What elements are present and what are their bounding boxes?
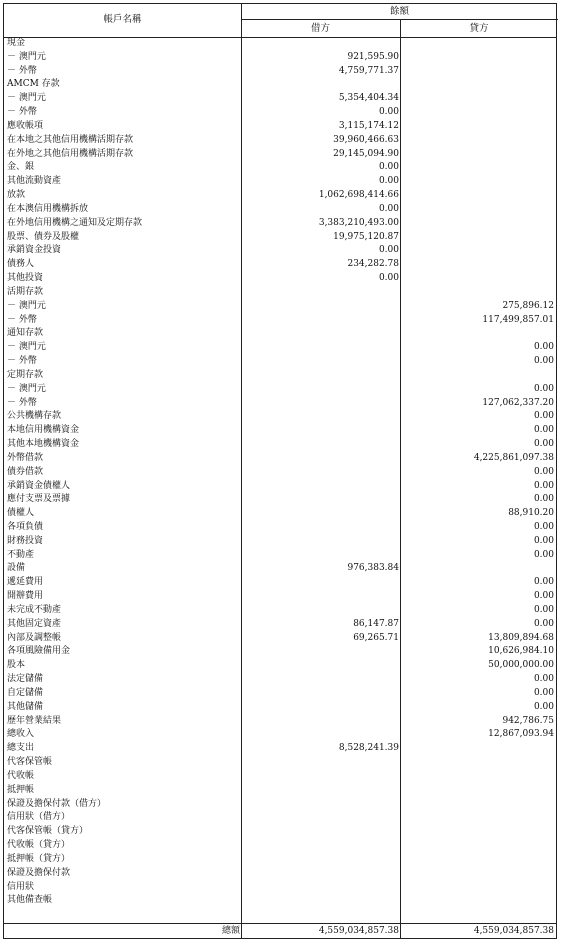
table-row bbox=[4, 92, 556, 106]
table-row bbox=[4, 438, 556, 452]
table-row bbox=[4, 355, 556, 369]
credit-amount: 0.00 bbox=[533, 535, 554, 546]
account-name: 未完成不動產 bbox=[7, 604, 62, 615]
table-row bbox=[4, 106, 556, 120]
table-row bbox=[4, 327, 556, 341]
credit-amount: 127,062,337.20 bbox=[482, 397, 554, 408]
table-row bbox=[4, 590, 556, 604]
credit-amount: 0.00 bbox=[533, 356, 554, 367]
table-row bbox=[4, 314, 556, 328]
table-row bbox=[4, 715, 556, 729]
account-name: 保證及擔保付款（借方） bbox=[7, 798, 107, 809]
table-row bbox=[4, 161, 556, 175]
table-row bbox=[4, 383, 556, 397]
table-row bbox=[4, 217, 556, 231]
account-name: － 澳門元 bbox=[7, 51, 46, 62]
account-name: 放款 bbox=[7, 190, 26, 201]
account-name: － 澳門元 bbox=[7, 383, 46, 394]
credit-amount: 50,000,000.00 bbox=[488, 660, 554, 671]
credit-amount: 0.00 bbox=[533, 439, 554, 450]
table-row bbox=[4, 535, 556, 549]
table-row bbox=[4, 272, 556, 286]
table-row bbox=[4, 728, 556, 742]
account-name: 定期存款 bbox=[7, 369, 44, 380]
credit-amount: 0.00 bbox=[533, 604, 554, 615]
table-row bbox=[4, 244, 556, 258]
table-row bbox=[4, 65, 556, 79]
table-row bbox=[4, 341, 556, 355]
credit-amount: 0.00 bbox=[533, 480, 554, 491]
debit-amount: 8,528,241.39 bbox=[338, 743, 399, 754]
credit-amount: 13,809,894.68 bbox=[488, 632, 554, 643]
account-name: 不動產 bbox=[7, 549, 35, 560]
credit-amount: 0.00 bbox=[533, 674, 554, 685]
account-name: 股本 bbox=[7, 660, 26, 671]
account-name: 其他流動資產 bbox=[7, 176, 62, 187]
credit-amount: 117,499,857.01 bbox=[482, 314, 554, 325]
debit-amount: 3,115,174.12 bbox=[338, 120, 399, 131]
debit-amount: 0.00 bbox=[378, 203, 399, 214]
table-row bbox=[4, 839, 556, 853]
credit-amount: 0.00 bbox=[533, 549, 554, 560]
account-name: － 澳門元 bbox=[7, 300, 46, 311]
account-name: 內部及調整帳 bbox=[7, 632, 62, 643]
total-label: 總額 bbox=[221, 926, 240, 936]
account-name: 抵押帳（貸方） bbox=[7, 853, 71, 864]
account-name: 應付支票及票據 bbox=[7, 494, 71, 505]
credit-amount: 0.00 bbox=[533, 591, 554, 602]
credit-amount: 0.00 bbox=[533, 577, 554, 588]
header-subrow bbox=[241, 19, 558, 38]
account-name: 債券借款 bbox=[7, 466, 44, 477]
table-row bbox=[4, 853, 556, 867]
table-row bbox=[4, 604, 556, 618]
table-row bbox=[4, 867, 556, 881]
account-name: 自定儲備 bbox=[7, 687, 44, 698]
debit-header: 借方 bbox=[310, 23, 330, 34]
account-name: 財務投資 bbox=[7, 535, 44, 546]
account-name: 總收入 bbox=[7, 729, 35, 740]
account-name: 在外地之其他信用機構活期存款 bbox=[7, 148, 134, 159]
credit-amount: 0.00 bbox=[533, 687, 554, 698]
account-name: － 外幣 bbox=[7, 107, 37, 118]
table-row bbox=[4, 742, 556, 756]
balance-sheet-table bbox=[3, 3, 557, 939]
table-row bbox=[4, 881, 556, 895]
table-row bbox=[4, 701, 556, 715]
account-name: 通知存款 bbox=[7, 328, 44, 339]
account-name: 其他固定資產 bbox=[7, 618, 62, 629]
credit-amount: 275,896.12 bbox=[502, 300, 554, 311]
table-row bbox=[4, 673, 556, 687]
account-name: 其他投資 bbox=[7, 273, 44, 284]
table-row bbox=[4, 562, 556, 576]
table-row bbox=[4, 825, 556, 839]
table-row bbox=[4, 549, 556, 563]
table-row bbox=[4, 189, 556, 203]
credit-amount: 0.00 bbox=[533, 701, 554, 712]
credit-amount: 0.00 bbox=[533, 342, 554, 353]
debit-amount: 234,282.78 bbox=[347, 259, 399, 270]
account-name: 抵押帳 bbox=[7, 784, 35, 795]
account-name: 承銷資金投資 bbox=[7, 245, 62, 256]
account-name: 其他本地機構資金 bbox=[7, 439, 80, 450]
account-name: 設備 bbox=[7, 563, 26, 574]
debit-amount: 0.00 bbox=[378, 245, 399, 256]
account-name: 在本地之其他信用機構活期存款 bbox=[7, 134, 134, 145]
table-header bbox=[4, 4, 556, 38]
table-row bbox=[4, 632, 556, 646]
account-name: 代收帳（貸方） bbox=[7, 840, 71, 851]
table-row bbox=[4, 645, 556, 659]
credit-amount: 942,786.75 bbox=[502, 715, 554, 726]
debit-amount: 1,062,698,414.66 bbox=[318, 190, 399, 201]
debit-amount: 921,595.90 bbox=[347, 51, 399, 62]
table-row bbox=[4, 397, 556, 411]
table-row bbox=[4, 770, 556, 784]
debit-total: 4,559,034,857.38 bbox=[318, 926, 399, 936]
account-name: 股票、債券及股權 bbox=[7, 231, 80, 242]
credit-amount: 0.00 bbox=[533, 425, 554, 436]
account-name: 歷年營業結果 bbox=[7, 715, 62, 726]
account-name: 活期存款 bbox=[7, 286, 44, 297]
table-row bbox=[4, 231, 556, 245]
table-row bbox=[4, 507, 556, 521]
debit-amount: 29,145,094.90 bbox=[333, 148, 399, 159]
credit-amount: 0.00 bbox=[533, 521, 554, 532]
credit-amount: 0.00 bbox=[533, 494, 554, 505]
account-name: 公共機構存款 bbox=[7, 411, 62, 422]
credit-header: 貸方 bbox=[469, 23, 489, 34]
table-row bbox=[4, 798, 556, 812]
table-row bbox=[4, 659, 556, 673]
table-row bbox=[4, 258, 556, 272]
account-name: 其他備查帳 bbox=[7, 895, 53, 906]
account-name: － 澳門元 bbox=[7, 93, 46, 104]
amount-header: 餘額 bbox=[389, 6, 409, 17]
account-name-header: 帳戶名稱 bbox=[103, 14, 142, 25]
account-name: 外幣借款 bbox=[7, 452, 44, 463]
table-row bbox=[4, 369, 556, 383]
table-row bbox=[4, 687, 556, 701]
table-row bbox=[4, 894, 556, 908]
table-row bbox=[4, 286, 556, 300]
credit-total: 4,559,034,857.38 bbox=[473, 926, 554, 936]
debit-amount: 4,759,771.37 bbox=[338, 65, 399, 76]
account-name: 債務人 bbox=[7, 259, 35, 270]
account-name: 總支出 bbox=[7, 743, 35, 754]
account-name: － 外幣 bbox=[7, 314, 37, 325]
account-name: 代客保管帳 bbox=[7, 757, 53, 768]
table-row bbox=[4, 452, 556, 466]
credit-amount: 88,910.20 bbox=[508, 508, 554, 519]
debit-amount: 0.00 bbox=[378, 162, 399, 173]
account-name: 法定儲備 bbox=[7, 674, 44, 685]
debit-amount: 19,975,120.87 bbox=[333, 231, 399, 242]
account-name: － 外幣 bbox=[7, 65, 37, 76]
table-row bbox=[4, 493, 556, 507]
account-name: 現金 bbox=[7, 38, 26, 48]
debit-amount: 86,147.87 bbox=[353, 618, 399, 629]
account-name: 本地信用機構資金 bbox=[7, 425, 80, 436]
debit-amount: 3,383,210,493.00 bbox=[318, 217, 399, 228]
table-row bbox=[4, 148, 556, 162]
table-row bbox=[4, 784, 556, 798]
credit-amount: 0.00 bbox=[533, 411, 554, 422]
credit-amount: 10,626,984.10 bbox=[488, 646, 554, 657]
table-row bbox=[4, 466, 556, 480]
account-name: 承銷資金債權人 bbox=[7, 480, 71, 491]
account-name: － 外幣 bbox=[7, 356, 37, 367]
credit-amount: 0.00 bbox=[533, 618, 554, 629]
account-name: 債權人 bbox=[7, 508, 35, 519]
table-row bbox=[4, 37, 556, 51]
table-row bbox=[4, 576, 556, 590]
credit-amount: 0.00 bbox=[533, 383, 554, 394]
credit-amount: 12,867,093.94 bbox=[488, 729, 554, 740]
debit-amount: 0.00 bbox=[378, 273, 399, 284]
account-name: 金、銀 bbox=[7, 162, 35, 173]
debit-amount: 39,960,466.63 bbox=[333, 134, 399, 145]
table-row bbox=[4, 410, 556, 424]
account-name: － 澳門元 bbox=[7, 342, 46, 353]
table-row bbox=[4, 756, 556, 770]
credit-amount: 4,225,861,097.38 bbox=[473, 452, 554, 463]
table-row bbox=[4, 175, 556, 189]
table-body bbox=[4, 37, 556, 908]
account-name: 代收帳 bbox=[7, 770, 35, 781]
account-name: 保證及擔保付款 bbox=[7, 867, 71, 878]
account-name: AMCM 存款 bbox=[7, 79, 60, 90]
account-name: 遞延費用 bbox=[7, 577, 44, 588]
table-row bbox=[4, 811, 556, 825]
account-name: 各項風險備用金 bbox=[7, 646, 71, 657]
table-footer bbox=[4, 923, 556, 938]
debit-amount: 5,354,404.34 bbox=[338, 93, 399, 104]
account-name: 信用狀 bbox=[7, 881, 35, 892]
table-row bbox=[4, 134, 556, 148]
account-name: 在外地信用機構之通知及定期存款 bbox=[7, 217, 143, 228]
table-row bbox=[4, 203, 556, 217]
account-name: 各項負債 bbox=[7, 521, 44, 532]
account-name: 其他儲備 bbox=[7, 701, 44, 712]
account-name: 應收帳項 bbox=[7, 120, 44, 131]
account-name: 代客保管帳（貸方） bbox=[7, 826, 89, 837]
table-row bbox=[4, 51, 556, 65]
debit-amount: 976,383.84 bbox=[347, 563, 399, 574]
credit-amount: 0.00 bbox=[533, 466, 554, 477]
table-row bbox=[4, 480, 556, 494]
table-row bbox=[4, 300, 556, 314]
account-name: 信用狀（借方） bbox=[7, 812, 71, 823]
debit-amount: 69,265.71 bbox=[353, 632, 399, 643]
debit-amount: 0.00 bbox=[378, 176, 399, 187]
account-name: 開辦費用 bbox=[7, 591, 44, 602]
debit-amount: 0.00 bbox=[378, 107, 399, 118]
table-row bbox=[4, 120, 556, 134]
account-name: 在本澳信用機構拆放 bbox=[7, 203, 89, 214]
table-row bbox=[4, 618, 556, 632]
table-row bbox=[4, 78, 556, 92]
table-row bbox=[4, 424, 556, 438]
table-row bbox=[4, 521, 556, 535]
account-name: － 外幣 bbox=[7, 397, 37, 408]
